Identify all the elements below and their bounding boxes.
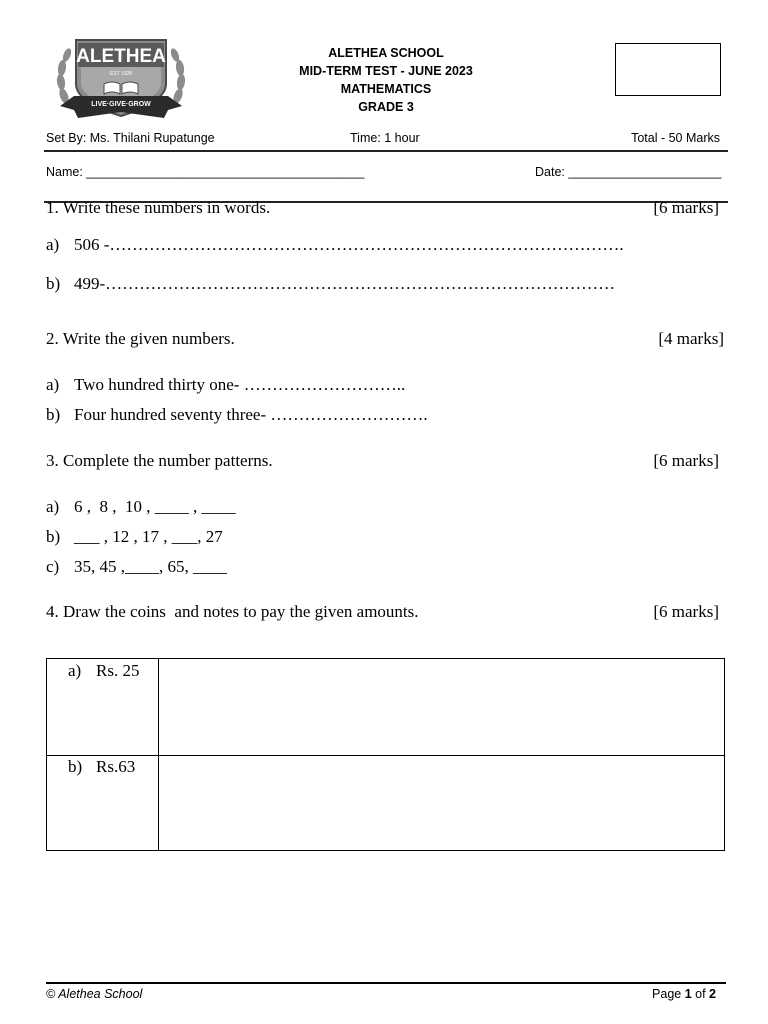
question-2-marks: [4 marks] [658,329,724,348]
name-field[interactable]: Name: ________________________________________ [46,165,365,179]
page-total: 2 [709,987,716,1001]
question-2-title: 2. Write the given numbers. [46,329,235,348]
q3-item-a-text[interactable]: 6 , 8 , 10 , ____ , ____ [74,497,236,516]
q2-item-b-label: b) [46,405,61,424]
question-3-title: 3. Complete the number patterns. [46,451,273,470]
q1-item-b-label: b) [46,274,61,293]
q2-item-a-label: a) [46,375,60,394]
time-allowed: Time: 1 hour [350,131,420,145]
q2-item-a-text[interactable]: Two hundred thirty one- ……………………….. [74,375,406,394]
q3-item-a-label: a) [46,497,60,516]
footer-divider [46,982,726,984]
q1-item-b-text[interactable]: 499-……………………………………………………………………………… [74,274,616,293]
q1-item-a-label: a) [46,235,60,254]
subject-title: MATHEMATICS [340,82,432,96]
q3-item-b-text[interactable]: ___ , 12 , 17 , ___, 27 [74,527,223,546]
question-1-title: 1. Write these numbers in words. [46,198,271,217]
logo-motto: LIVE·GIVE·GROW [91,101,151,108]
row-b-answer-cell[interactable] [159,755,724,851]
table-row [47,755,724,851]
logo-est: EST 1928 [109,71,133,77]
header-divider [44,150,728,152]
question-4-title: 4. Draw the coins and notes to pay the given amounts. [46,602,419,621]
test-title: MID-TERM TEST - JUNE 2023 [299,64,473,78]
question-4-marks: [6 marks] [653,602,719,621]
copyright: © Alethea School [46,987,143,1001]
date-field[interactable]: Date: ______________________ [535,165,722,179]
row-b-label-cell [47,755,159,851]
q3-item-b-label: b) [46,527,61,546]
page-of: of [691,987,710,1001]
q1-item-a-text[interactable]: 506 -………………………………………………………………………………. [74,235,624,254]
logo-text: ALETHEA [76,46,166,67]
page-current: 1 [684,987,692,1001]
row-b-amount: Rs.63 [96,757,136,776]
row-a-label-cell [47,659,159,755]
q3-item-c-label: c) [46,557,60,576]
question-3-marks: [6 marks] [653,451,719,470]
total-marks: Total - 50 Marks [631,131,720,145]
coins-answer-table [46,658,725,851]
row-a-answer-cell[interactable] [159,659,724,755]
question-1-marks: [6 marks] [653,198,719,217]
school-name: ALETHEA SCHOOL [328,46,444,60]
school-logo [54,36,188,122]
page-prefix: Page [652,987,685,1001]
grade-title: GRADE 3 [358,100,414,114]
row-a-amount: Rs. 25 [96,661,140,680]
row-a-label: a) [68,661,82,680]
q2-item-b-text[interactable]: Four hundred seventy three- ………………………. [74,405,428,424]
marks-box [615,43,721,96]
set-by: Set By: Ms. Thilani Rupatunge [46,131,215,145]
table-row [47,659,724,756]
page-number [652,987,716,1001]
header-titles [236,44,536,116]
school-crest-icon [54,36,188,122]
row-b-label: b) [68,757,83,776]
q3-item-c-text[interactable]: 35, 45 ,____, 65, ____ [74,557,227,576]
